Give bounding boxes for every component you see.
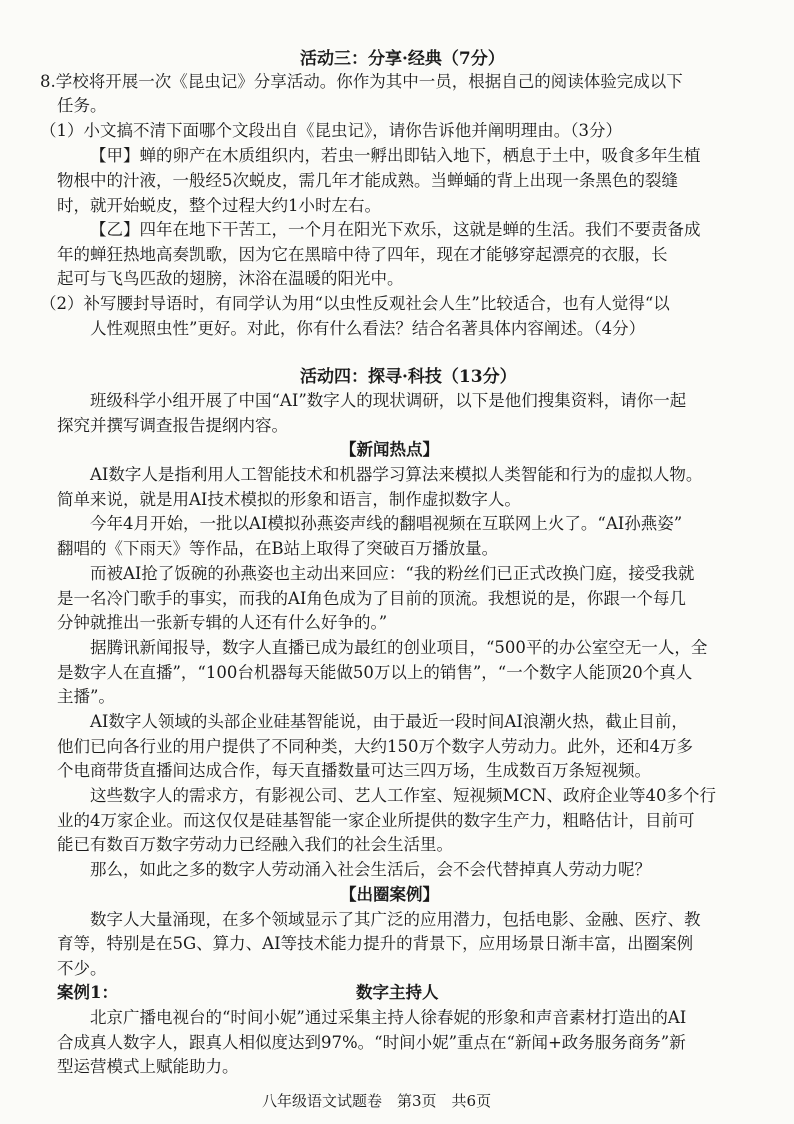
passage-yi-line3: 起可与飞鸟匹敌的翅膀，沐浴在温暖的阳光中。: [57, 269, 404, 288]
news-paragraph-line: 是一名冷门歌手的事实，而我的AI角色成为了目前的顶流。我想说的是，你跟一个每几: [57, 589, 686, 608]
news-paragraph-line: 翻唱的《下雨天》等作品，在B站上取得了突破百万播放量。: [57, 539, 499, 558]
news-paragraph-line: 这些数字人的需求方，有影视公司、艺人工作室、短视频MCN、政府企业等40多个行: [90, 786, 716, 805]
news-heading: 【新闻热点】: [340, 440, 439, 459]
news-paragraph-line: 个电商带货直播间达成合作，每天直播数量可达三四万场，生成数百万条短视频。: [57, 761, 651, 780]
case1-line: 北京广播电视台的“时间小妮”通过采集主持人徐春妮的形象和声音素材打造出的AI: [90, 1008, 687, 1027]
case1-title: 数字主持人: [356, 983, 439, 1002]
news-paragraph-line: 分钟就推出一张新专辑的人还有什么好争的。”: [57, 613, 388, 632]
activity3-title: 活动三：分享·经典（7分）: [300, 49, 505, 69]
cases-intro-line: 数字人大量涌现，在多个领域显示了其广泛的应用潜力，包括电影、金融、医疗、教: [90, 910, 701, 929]
passage-jia-line3: 时，就开始蜕皮，整个过程大约1小时左右。: [57, 196, 381, 215]
news-paragraph-line: 主播”。: [57, 687, 115, 706]
news-paragraph-line: 而被AI抢了饭碗的孙燕姿也主动出来回应：“我的粉丝们已正式改换门庭，接受我就: [90, 564, 695, 583]
activity4-title: 活动四：探寻·科技（13分）: [300, 367, 517, 387]
news-paragraph-line: 今年4月开始，一批以AI模拟孙燕姿声线的翻唱视频在互联网上火了。“AI孙燕姿”: [90, 514, 683, 533]
activity4-intro-line2: 探究并撰写调查报告提纲内容。: [57, 416, 288, 435]
news-paragraph-line: 是数字人在直播”，“100台机器每天能做50万以上的销售”，“一个数字人能顶20个真人: [57, 663, 693, 682]
subquestion2-line1: （2）补写腰封导语时，有同学认为用“以虫性反观社会人生”比较适合，也有人觉得“以: [40, 294, 670, 313]
passage-jia-line1: 【甲】蝉的卵产在木质组织内，若虫一孵出即钻入地下，栖息于土中，吸食多年生植: [90, 146, 701, 165]
news-paragraph-line: 业的4万家企业。而这仅仅是硅基智能一家企业所提供的数字生产力，粗略估计，目前可: [57, 811, 695, 830]
page-footer: 八年级语文试题卷 第3页 共6页: [262, 1092, 492, 1110]
case1-label: 案例1：: [57, 983, 118, 1002]
news-paragraph-line: 他们已向各行业的用户提供了不同种类，大约150万个数字人劳动力。此外，还和4万多: [57, 737, 693, 756]
cases-heading: 【出圈案例】: [340, 885, 439, 904]
news-paragraph-line: 那么，如此之多的数字人劳动涌入社会生活后，会不会代替掉真人劳动力呢？: [90, 860, 651, 879]
question8-line1: 8.学校将开展一次《昆虫记》分享活动。你作为其中一员，根据自己的阅读体验完成以下: [40, 72, 683, 91]
news-paragraph-line: 能已有数百万数字劳动力已经融入我们的社会生活里。: [57, 835, 453, 854]
news-paragraph-line: 简单来说，就是用AI技术模拟的形象和语言，制作虚拟数字人。: [57, 490, 521, 509]
passage-yi-line1: 【乙】四年在地下干苦工，一个月在阳光下欢乐，这就是蝉的生活。我们不要责备成: [90, 220, 701, 239]
subquestion2-line2: 人性观照虫性”更好。对此，你有什么看法？结合名著具体内容阐述。（4分）: [90, 319, 646, 338]
passage-yi-line2: 年的蝉狂热地高奏凯歌，因为它在黑暗中待了四年，现在才能够穿起漂亮的衣服，长: [57, 245, 668, 264]
cases-intro-line: 育等，特别是在5G、算力、AI等技术能力提升的背景下，应用场景日渐丰富，出圈案例: [57, 934, 694, 953]
passage-jia-line2: 物根中的汁液，一般经5次蜕皮，需几年才能成熟。当蝉蛹的背上出现一条黑色的裂缝: [57, 171, 678, 190]
news-paragraph-line: AI数字人领域的头部企业硅基智能说，由于最近一段时间AI浪潮火热，截止目前，: [90, 712, 688, 731]
news-paragraph-line: 据腾讯新闻报导，数字人直播已成为最红的创业项目，“500平的办公室空无一人，全: [90, 638, 708, 657]
case1-line: 合成真人数字人，跟真人相似度达到97%。“时间小妮”重点在“新闻+政务服务商务”新: [57, 1033, 686, 1052]
question8-line2: 任务。: [57, 96, 107, 115]
activity4-intro-line1: 班级科学小组开展了中国“AI”数字人的现状调研，以下是他们搜集资料，请你一起: [90, 391, 687, 410]
cases-intro-line: 不少。: [57, 959, 107, 978]
news-paragraph-line: AI数字人是指利用人工智能技术和机器学习算法来模拟人类智能和行为的虚拟人物。: [90, 465, 703, 484]
subquestion1: （1）小文搞不清下面哪个文段出自《昆虫记》，请你告诉他并阐明理由。（3分）: [40, 121, 622, 140]
case1-line: 型运营模式上赋能助力。: [57, 1057, 239, 1076]
